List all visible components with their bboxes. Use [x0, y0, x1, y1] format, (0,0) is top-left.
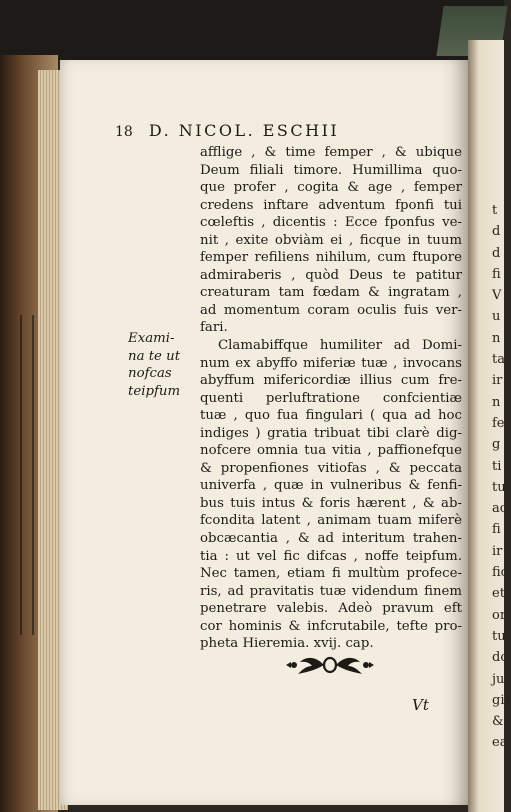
text-line: Clamabiffque humiliter ad Domi-	[218, 338, 462, 354]
margin-note-line: teipfum	[128, 383, 181, 399]
body-text	[200, 144, 462, 653]
facing-page-letter: fe	[492, 415, 505, 431]
text-line: tuæ , quo fua fingulari ( qua ad hoc	[200, 408, 462, 424]
text-line: penetrare valebis. Adeò pravum eft	[200, 601, 462, 617]
facing-page-letter: fi	[492, 522, 501, 538]
margin-note	[128, 330, 198, 400]
text-line: ad momentum coram oculis fuis ver-	[200, 302, 462, 318]
facing-page-letter: tu	[492, 479, 506, 495]
text-line: abyffum mifericordiæ illius cum fre-	[200, 373, 462, 389]
facing-page-letter: d	[492, 245, 501, 261]
facing-page-letter: git	[492, 692, 510, 708]
text-line: afflige , & time femper , & ubique	[200, 145, 462, 160]
facing-page-letters	[492, 200, 511, 754]
text-line: bus tuis intus & foris hærent , & ab-	[200, 495, 462, 511]
page-number: 18	[115, 124, 133, 140]
facing-page-letter: fic	[492, 565, 508, 581]
text-line: fcondita latent , animam tuam miferè	[200, 513, 462, 529]
text-line: ris, ad pravitatis tuæ videndum finem	[200, 583, 462, 599]
facing-page-letter: jus	[492, 671, 511, 687]
catchword: Vt	[412, 696, 429, 714]
text-line: tia : ut vel fic difcas , noffe teipfum.	[200, 548, 462, 564]
facing-page-letter: ir	[492, 543, 503, 559]
text-line: fari.	[200, 320, 228, 336]
text-line: que profer , cogita & age , femper	[200, 180, 462, 196]
text-line: indiges ) gratia tribuat tibi clarè dig-	[200, 425, 462, 441]
text-line: creaturam tam fœdam & ingratam ,	[200, 285, 462, 301]
facing-page-letter: do	[492, 650, 509, 666]
text-line: pheta Hieremia. xvij. cap.	[200, 636, 374, 652]
text-line: num ex abyffo miferiæ tuæ , invocans	[200, 355, 462, 371]
text-line: Nec tamen, etiam fi multùm profece-	[200, 566, 462, 582]
margin-note-line: na te ut	[128, 348, 181, 364]
text-line: credens inftare adventum fponfi tui	[200, 197, 462, 213]
facing-page-letter: ta	[492, 352, 505, 368]
facing-page-letter: tu	[492, 628, 506, 644]
facing-page-letter: n	[492, 330, 501, 346]
printer-ornament-icon	[280, 652, 380, 678]
text-line: obcæcantia , & ad interitum trahen-	[200, 531, 462, 547]
facing-page-letter: ti	[492, 458, 502, 474]
facing-page-letter: u	[492, 309, 501, 325]
facing-page-letter: V	[492, 288, 502, 304]
text-line: nit , exite obviàm ei , ficque in tuum	[200, 232, 462, 248]
running-head-title: D. NICOL. ESCHII	[148, 121, 340, 140]
cover-tooling	[20, 315, 34, 635]
facing-page-letter: ac	[492, 501, 508, 517]
margin-note-line: nofcas	[128, 366, 172, 382]
facing-page-letter: t	[492, 203, 498, 218]
facing-page-letter: d	[492, 224, 501, 240]
background	[0, 0, 504, 60]
text-line: cor hominis & infcrutabile, tefte pro-	[200, 618, 462, 634]
text-line: femper refiliens nihilum, cum ftupore	[200, 250, 462, 266]
facing-page-letter: ea	[492, 735, 508, 751]
text-line: admiraberis , quòd Deus te patitur	[200, 267, 462, 283]
text-line: cœleftis , dicentis : Ecce fponfus ve-	[200, 215, 462, 231]
facing-page-letter: ir	[492, 373, 503, 389]
facing-page-letter: eti	[492, 586, 510, 602]
facing-page-letter: n	[492, 394, 501, 410]
text-line: nofcere omnia tua vitia , paffionefque	[200, 443, 462, 459]
facing-page-letter: or	[492, 607, 507, 623]
facing-page-letter: &	[492, 714, 504, 730]
facing-page-letter: g	[492, 437, 501, 453]
text-line: univerfa , quæ in vulneribus & fenfi-	[200, 478, 462, 494]
text-line: Deum filiali timore. Humillima quo-	[200, 162, 462, 178]
text-line: quenti perluftratione confcientiæ	[200, 390, 462, 406]
facing-page-letter: fi	[492, 266, 501, 282]
running-head	[115, 121, 460, 140]
margin-note-line: Exami-	[128, 331, 175, 346]
text-line: & propenfiones vitiofas , & peccata	[200, 460, 462, 476]
